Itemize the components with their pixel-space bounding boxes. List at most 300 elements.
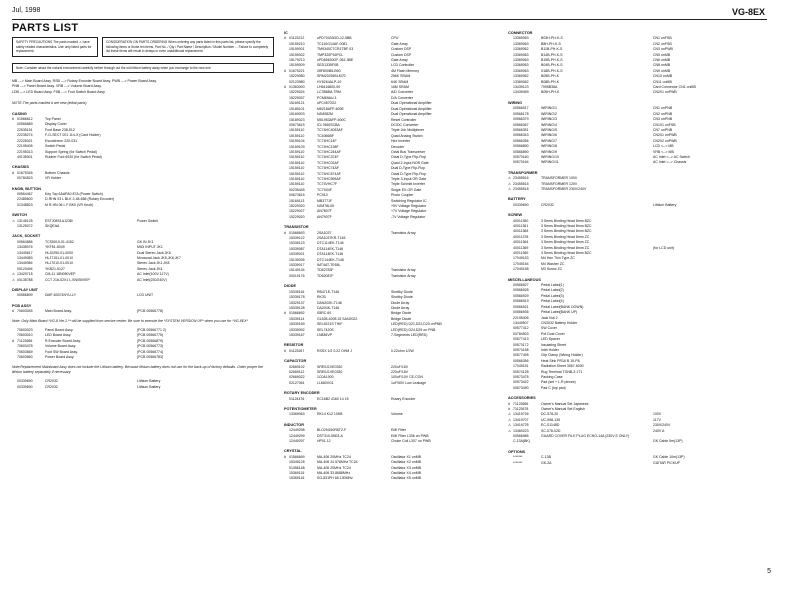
part-number: 00566917 [513,106,529,111]
part-number: 00577412 [513,326,529,331]
section-title: IC [284,31,288,35]
part-description: DTA114EK-T146 [317,252,344,257]
part-description: SG-531PH 66.130MHz [317,476,353,481]
part-description: SEL7420S [317,327,334,332]
part-remarks [137,155,274,160]
part-description: Panel Board Assy. [45,328,74,333]
header-model: VG-8EX [731,7,765,17]
part-number: 00566689 [17,122,33,127]
part-remarks: Volume [391,412,403,417]
part-description: Key Top 6AAPA0 87A (Power Switch) [45,191,104,196]
section-title: TRANSFORMER [508,170,538,175]
part-description: SED1335F0B [317,63,339,68]
part-number: 17049154 [513,261,529,266]
part-description: TC74HC02AF [317,160,339,165]
part-description: WIRING/8 [541,144,557,149]
part-remarks: Quad Analog Switch [391,133,423,138]
part-remarks [653,267,770,272]
part-description: Pedal Label(3) [541,293,564,298]
part-number: ******* [513,460,523,465]
part-description: LED Board Assy. [45,333,72,338]
new-parts-note: NOTE:The parts marked # are new (initial parts) [12,101,87,106]
table-row [284,349,502,354]
part-remarks: Monaural Jack JK5,JK6,JK7 [137,256,181,260]
part-number: 13369063 [289,412,305,417]
part-number: 01356148 [289,465,305,470]
part-number: 01566693 [289,230,305,235]
part-description: R.Encoder Board Assy. [45,338,81,343]
part-number: 70603478 [17,344,33,349]
part-description: NJM082M [317,112,333,117]
part-remarks: Dual Operational Amplifier [391,101,432,106]
table-row [508,386,770,391]
part-remarks: Octal Bus Transceiver [391,149,426,154]
part-number: 00235445 [289,187,305,192]
part-description: SRE0J1VE0330 [317,364,343,369]
part-description: Rubber Foot 6920 (for Switch Pedal) [45,154,102,159]
table-row [284,381,502,386]
part-number: 13435076 [17,245,33,250]
part-number: 70603660 [17,355,33,360]
part-remarks: Shottky Diode [391,295,413,300]
part-number: 15159110 [289,176,305,181]
part-description: M51953AFP-600C [317,117,346,122]
part-number: 22195313 [17,149,33,154]
part-number: 15339123 [289,241,305,246]
part-description: ICL7660SCBA [317,122,340,127]
part-description: WIRING/6 [541,133,557,138]
section-title: INDUCTOR [284,422,304,427]
part-description: TRANSFORMER 230V/240V [541,186,587,191]
part-number: 15339092 [289,327,305,332]
part-number: 15159110 [289,155,305,160]
part-description: TD62087F [317,273,334,278]
part-remarks [137,203,274,208]
part-number: 15339017 [289,263,305,268]
part-description: SRM20256SLM70 [317,74,346,79]
part-remarks: Triple Schmitt Inverter [391,182,426,187]
part-number: 00019176 [289,273,305,278]
header-date: Jul, 1998 [12,7,41,14]
part-description: DTC114EK-T146 [317,241,344,246]
part-remarks: 16M SRAM [391,85,409,90]
header-rule [12,19,767,20]
part-description: Insulating Sheet [541,342,567,347]
table-row [12,278,274,283]
part-number: 15229080 [289,74,305,79]
part-remarks: Dual Stereo Jack JK6 [137,250,171,255]
part-description: TC74HC244AF [317,149,341,154]
part-remarks: Oscillator X2 onMB [391,460,421,465]
table-row [508,267,770,272]
part-mark: ⚠ [12,272,16,277]
part-number: C-13A(BK) [513,439,530,444]
part-remarks: 0.22ohm 1/2W [391,348,414,353]
part-remarks: Choke Coil L307 on PWB [391,439,431,444]
part-number: 13369062 [513,47,529,52]
part-mark: # [284,454,286,459]
part-mark: # [508,401,510,406]
part-number: 40011365 [513,229,529,234]
part-number: 15229024 [289,90,305,95]
part-number: 71123656 [513,401,529,406]
part-number: 00339690 [17,379,33,384]
part-remarks: Hex Inverter [391,139,411,144]
part-description: MB3771F [317,198,333,203]
part-number: 12449298 [289,428,305,433]
part-description: BLO2N150R6T2-F [317,428,347,433]
part-description: uPD65630GF-062-3BE [317,58,354,63]
part-remarks: GK IN JK1 [137,239,154,244]
part-description: CN3032 Battery Holder [541,320,578,325]
part-number: 15369115 [289,471,305,476]
part-remarks: LED(RED) D24,D25 on PNB [391,327,436,332]
part-number: 00566367 [513,122,529,127]
abbreviations [12,79,274,95]
part-description: Top Panel [45,117,61,122]
part-description: S18B-PH-K-S [541,68,563,73]
section-title: OPTIONS [508,449,526,454]
part-description: Rug Terminal TGNB-3 1T1 [541,369,583,374]
part-number: 00566379 [513,117,529,122]
part-remarks: AC Inlet <--> Chassis [653,160,687,165]
part-description: WIRING/5 [541,127,557,132]
part-number: 01566612 [17,117,33,122]
part-remarks: 220uF/16V [391,364,409,369]
table-row [284,274,502,279]
part-description: CR2032 [541,202,554,207]
table-row [12,155,274,160]
part-remarks: 4M Flash Memory [391,68,420,73]
part-mark: # [12,309,14,314]
table-row [12,224,274,229]
part-description: WIRING/2 [541,111,557,116]
part-description: C-13B [541,455,551,460]
part-mark: # [284,68,286,73]
part-description: 2SA1037KR-T146 [317,236,346,241]
part-remarks: (PCB 00566771 2) [137,328,166,333]
part-number: 00566921 [513,304,529,309]
part-remarks: Dual D-Type Flip-Flop [391,166,426,171]
part-number: 17049153 [513,256,529,261]
part-description: LED Spacer [541,337,560,342]
part-description: VR Holder [45,176,62,181]
part-description: TC7S04F [317,187,332,192]
part-number: 00566890 [513,144,529,149]
part-number: 15329137 [289,300,305,305]
part-number: 15169121 [289,101,305,106]
part-description: Foot Base 238-512 [45,127,75,132]
part-number: 13125072 [17,223,33,228]
part-number: 13369062 [513,74,529,79]
part-description: Pot Dust Cover [541,331,565,336]
part-number: 13449617 [17,250,33,255]
part-description: M R-HN 06 L F BK0 (VR Knob) [45,202,94,207]
part-description: Display Cover [45,122,67,127]
part-description: PCM69AU-1 [317,95,337,100]
part-description: TC4066BF [317,133,334,138]
abbreviation-line: MB ---> Main Board Assy. RSB ---> Rotary Encoder Board Assy. PWB ---> Power Board Assy. [12,79,157,84]
part-number: 00573172 [513,342,529,347]
part-remarks: CN3 onPWB [653,47,673,52]
part-description: ESTJ08S1A1238/ [45,218,73,223]
part-remarks: Gate Array [391,58,408,63]
table-row [12,203,274,208]
table-row [284,397,502,402]
part-description: AN7907F [317,214,332,219]
part-description: CM-11 18N050VEP [45,272,76,277]
part-number: 13439459 [513,90,529,95]
part-remarks: CN9 onMB [653,68,671,73]
part-number: 00566927 [513,283,529,288]
part-remarks: Reset Controller [391,117,417,122]
part-mark: ⚠ [508,176,512,181]
part-number: ******* [513,455,523,460]
part-description: TC74HC74AF [317,166,339,171]
part-description: MA-406 20MHz TC24 [317,465,351,470]
part-remarks: CN202 onPWB [653,138,677,143]
section-title: DISPLAY UNIT [12,288,38,293]
part-description: LC7888M-TRM [317,90,341,95]
order-box: CONSIDERATION ON PARTS ORDERING When ordering any parts listed in this parts list, please specify the following items or those ten items. Part No. / Qty / Part Name / Description / Model Number ... Failure to completely list these items will result in delays or even unadditional replacement. [102,37,274,56]
part-description: YKF51-5049 [45,245,65,250]
part-remarks: GK Cable 10m(13P) [653,455,685,460]
part-number: 00673615 [289,122,305,127]
part-description: B15B-PH-K-S [541,58,563,63]
part-number: 15159009 [289,63,305,68]
table-row [284,476,502,481]
part-remarks: CN1 onFSB [653,36,672,41]
part-number: 00564467 [17,191,33,196]
part-number: 00135788 [17,277,33,282]
part-mark: # [284,85,286,90]
abbreviation-line: LDB ---> LED Board Assy. FSB ---> Foot Switch Board Assy. [12,89,106,94]
part-mark: # [508,407,510,411]
part-description: Pedal Label(1) [541,283,564,288]
part-number: 15159104 [289,139,305,144]
part-remarks: 256K SRAM [391,74,411,79]
section-title: ACCESSORIES [508,396,536,401]
part-description: HLJ7010-01-0010 [45,261,74,266]
part-description: TC74HC595AF [317,176,341,181]
part-number: 22225021 [17,138,33,143]
part-description: 3 Sems Binding Head 8mm BZC [541,218,592,223]
part-remarks: Diode Array [391,300,410,305]
part-mark: # [12,117,14,122]
part-description: Switch Pedal [45,144,66,149]
part-remarks: Card Connector CN1 onMB [653,85,696,90]
part-remarks: Oscillator X4 onMB [391,471,421,476]
part-number: 15139035 [289,257,305,262]
section-title: JACK, SOCKET [12,234,41,239]
part-number: 15339122 [289,236,305,241]
section-title: CAPACITOR [284,359,307,364]
table-row [508,160,770,165]
part-description: HP01 12 [317,439,331,444]
part-description: B03H-PH-K-S [541,36,563,41]
part-description: DC-578-20 [541,412,559,417]
part-description: F-G-SECT 001 114-X (Card Holder) [45,133,101,138]
part-description: M5218AFP-600E [317,106,344,111]
part-number: 13369062 [513,79,529,84]
part-description: Owner's Manual Set Japanese [541,401,589,406]
part-description: HLJ7151-01-0010 [45,256,74,260]
part-description: Packing Case [541,374,563,379]
part-description: SKQEAA [45,223,60,228]
part-description: TC74HC4053AF [317,128,343,133]
part-description: M4 Washer ZC [541,261,565,266]
part-description: B08B-PH-K [541,79,560,84]
part-number: 15149134 [289,268,305,273]
part-number: 22195405 [17,144,33,149]
part-description: WIRING/7 [541,138,557,143]
part-description: S5RC.60 [317,311,332,316]
part-number: 70603669 [17,349,33,354]
section-title: CONNECTOR [508,31,533,35]
part-number: 00566936 [513,310,529,315]
part-remarks: MIDI INPUT JK1 [137,245,163,250]
section-title: SCREW [508,213,523,218]
part-description: 7095B36A [541,85,558,90]
column-right [508,26,770,466]
part-mark: # [12,338,14,343]
part-number: 00573158 [513,347,529,352]
parts-list-col2 [284,31,502,482]
part-remarks: GK Cable 5m(13P) [653,439,683,444]
part-remarks: DC/DC Converter [391,122,419,127]
part-description: TC74HC138F [317,144,339,149]
part-number: 12449299 [289,433,305,438]
part-number: 00574128 [513,369,529,374]
part-remarks: (PCB 00566775) [137,333,164,338]
part-number: 00570164 [513,160,529,165]
part-number: 00573478 [513,374,529,379]
part-description: SRE0J1VE0330 [317,369,343,374]
table-row [12,293,274,298]
part-number: 15159210 [289,41,305,46]
part-number: 23455515 [513,181,529,186]
parts-list-col3 [508,31,770,466]
part-number: 22485600 [17,197,33,202]
part-description: 1C0A1000 [317,375,334,380]
part-description: Pedal Label(2) [541,288,564,293]
part-number: 00566985 [513,434,529,439]
part-number: 15179213 [289,58,305,63]
part-number: 00566178 [513,111,529,116]
part-number: 40135001 [17,154,33,159]
part-remarks: D/A Converter [391,95,413,100]
part-number: 71123678 [513,407,529,411]
part-mark: ⚠ [508,417,512,422]
part-number: 00123494 [17,266,33,271]
part-number: 00573490 [513,385,529,390]
part-number: 00784523 [17,176,33,181]
part-number: 00673615 [289,193,305,198]
part-number: 15159110 [289,128,305,133]
table-row [508,203,770,208]
part-number: 15229020 [289,204,305,208]
part-remarks: Dual Operational Amplifier [391,106,432,111]
part-number: 15229037 [289,95,305,100]
part-description: Pedal Label(BANK DOWN) [541,304,584,309]
part-number: 02123980 [289,79,305,84]
part-remarks: 117V [653,417,661,422]
part-remarks: 100uF/10V CE-CON [391,375,423,380]
part-number: 15339021 [289,252,305,257]
part-number: 00566356 [513,138,529,143]
part-description: M4 Hex Thin Type ZC [541,256,575,261]
part-remarks: Switching Regulator IC [391,198,427,203]
part-number: 01363000 [289,85,305,90]
section-title: DIODE [284,284,297,289]
part-number: 15159110 [289,149,305,154]
part-description: Support Spring (for Switch Pedal) [45,149,97,154]
part-number: 40011369 [513,245,529,250]
part-description: EC16B2 4160 14 15 [317,396,349,401]
part-number: 23455516 [513,176,529,181]
part-description: Power Board Assy. [45,355,75,360]
part-description: Volume Board Assy. [45,344,77,349]
table-row [12,355,274,360]
part-remarks: 220uF/16V [391,369,409,374]
part-description: DAN202K-T146 [317,300,342,305]
part-number: 15339116 [289,289,305,294]
part-number: 15159109 [289,144,305,149]
part-remarks: Stereo Jack JK4 [137,266,163,271]
part-description: WIRING/9 [541,149,557,154]
part-remarks: CN5 onMB [653,52,671,57]
part-remarks: Stereo Jack JK1,JK8 [137,261,170,266]
part-number: 13369063 [513,36,529,41]
part-remarks: Photo Coupler [391,193,414,198]
section-title: CHASSIS [12,165,29,170]
part-remarks: LCD Controller [391,63,415,68]
section-note: Note:Replacement Mainboard Assy does not include the Lithium battery. Because lithium battery does not use for the back-up of factory defaults. Order proper the lithium battery separately if necessary. [12,364,263,374]
part-mark: ⚠ [508,428,512,433]
part-remarks: 64K SRAM [391,79,409,84]
part-remarks: Triple 2ch Multiplexer [391,128,425,133]
part-description: GUARD COVER FILE PLUG ECHO-14A (230V E ONLY) [541,434,630,439]
part-description: 3 Sems Binding Head 8mm ZC [541,245,590,250]
part-mark: ⚠ [508,181,512,186]
part-description: WIRING/4 [541,122,557,127]
part-remarks: Transistor Array [391,268,416,273]
part-number: 15339087 [289,246,305,251]
part-description: Pedal Label(4) [541,299,564,304]
part-remarks: CN101 onFSB [653,122,676,127]
part-description: B05H-PH-K [541,90,560,95]
part-description: TM9340CTCR1TBF-03 [317,47,354,52]
part-remarks: CN2 onPNB [653,111,673,116]
part-remarks: Quad 2-Input NOR Gate [391,160,429,165]
table-row [508,187,770,192]
part-remarks: Bridge Diode [391,311,412,316]
part-number: 22235274 [17,133,33,138]
part-remarks: +5V Voltage Regulator [391,204,427,208]
part-remarks: +7V Voltage Regulator [391,209,427,214]
part-description: LH5416800-90 [317,85,341,90]
part-description: RK14 K12 10KB [317,412,343,417]
part-description: TC74VHC7F [317,182,338,187]
part-description: Heat Sink PR16 B 15-P8 [541,358,580,363]
part-description: RB471E-T146 [317,289,340,294]
part-number: 71123656 [17,338,33,343]
table-row [508,90,770,95]
parts-list-col1 [12,112,274,390]
part-remarks: (PCB 00566774) [137,349,164,354]
part-number: 00564586 [17,239,33,244]
part-number: 01675221 [289,68,305,73]
